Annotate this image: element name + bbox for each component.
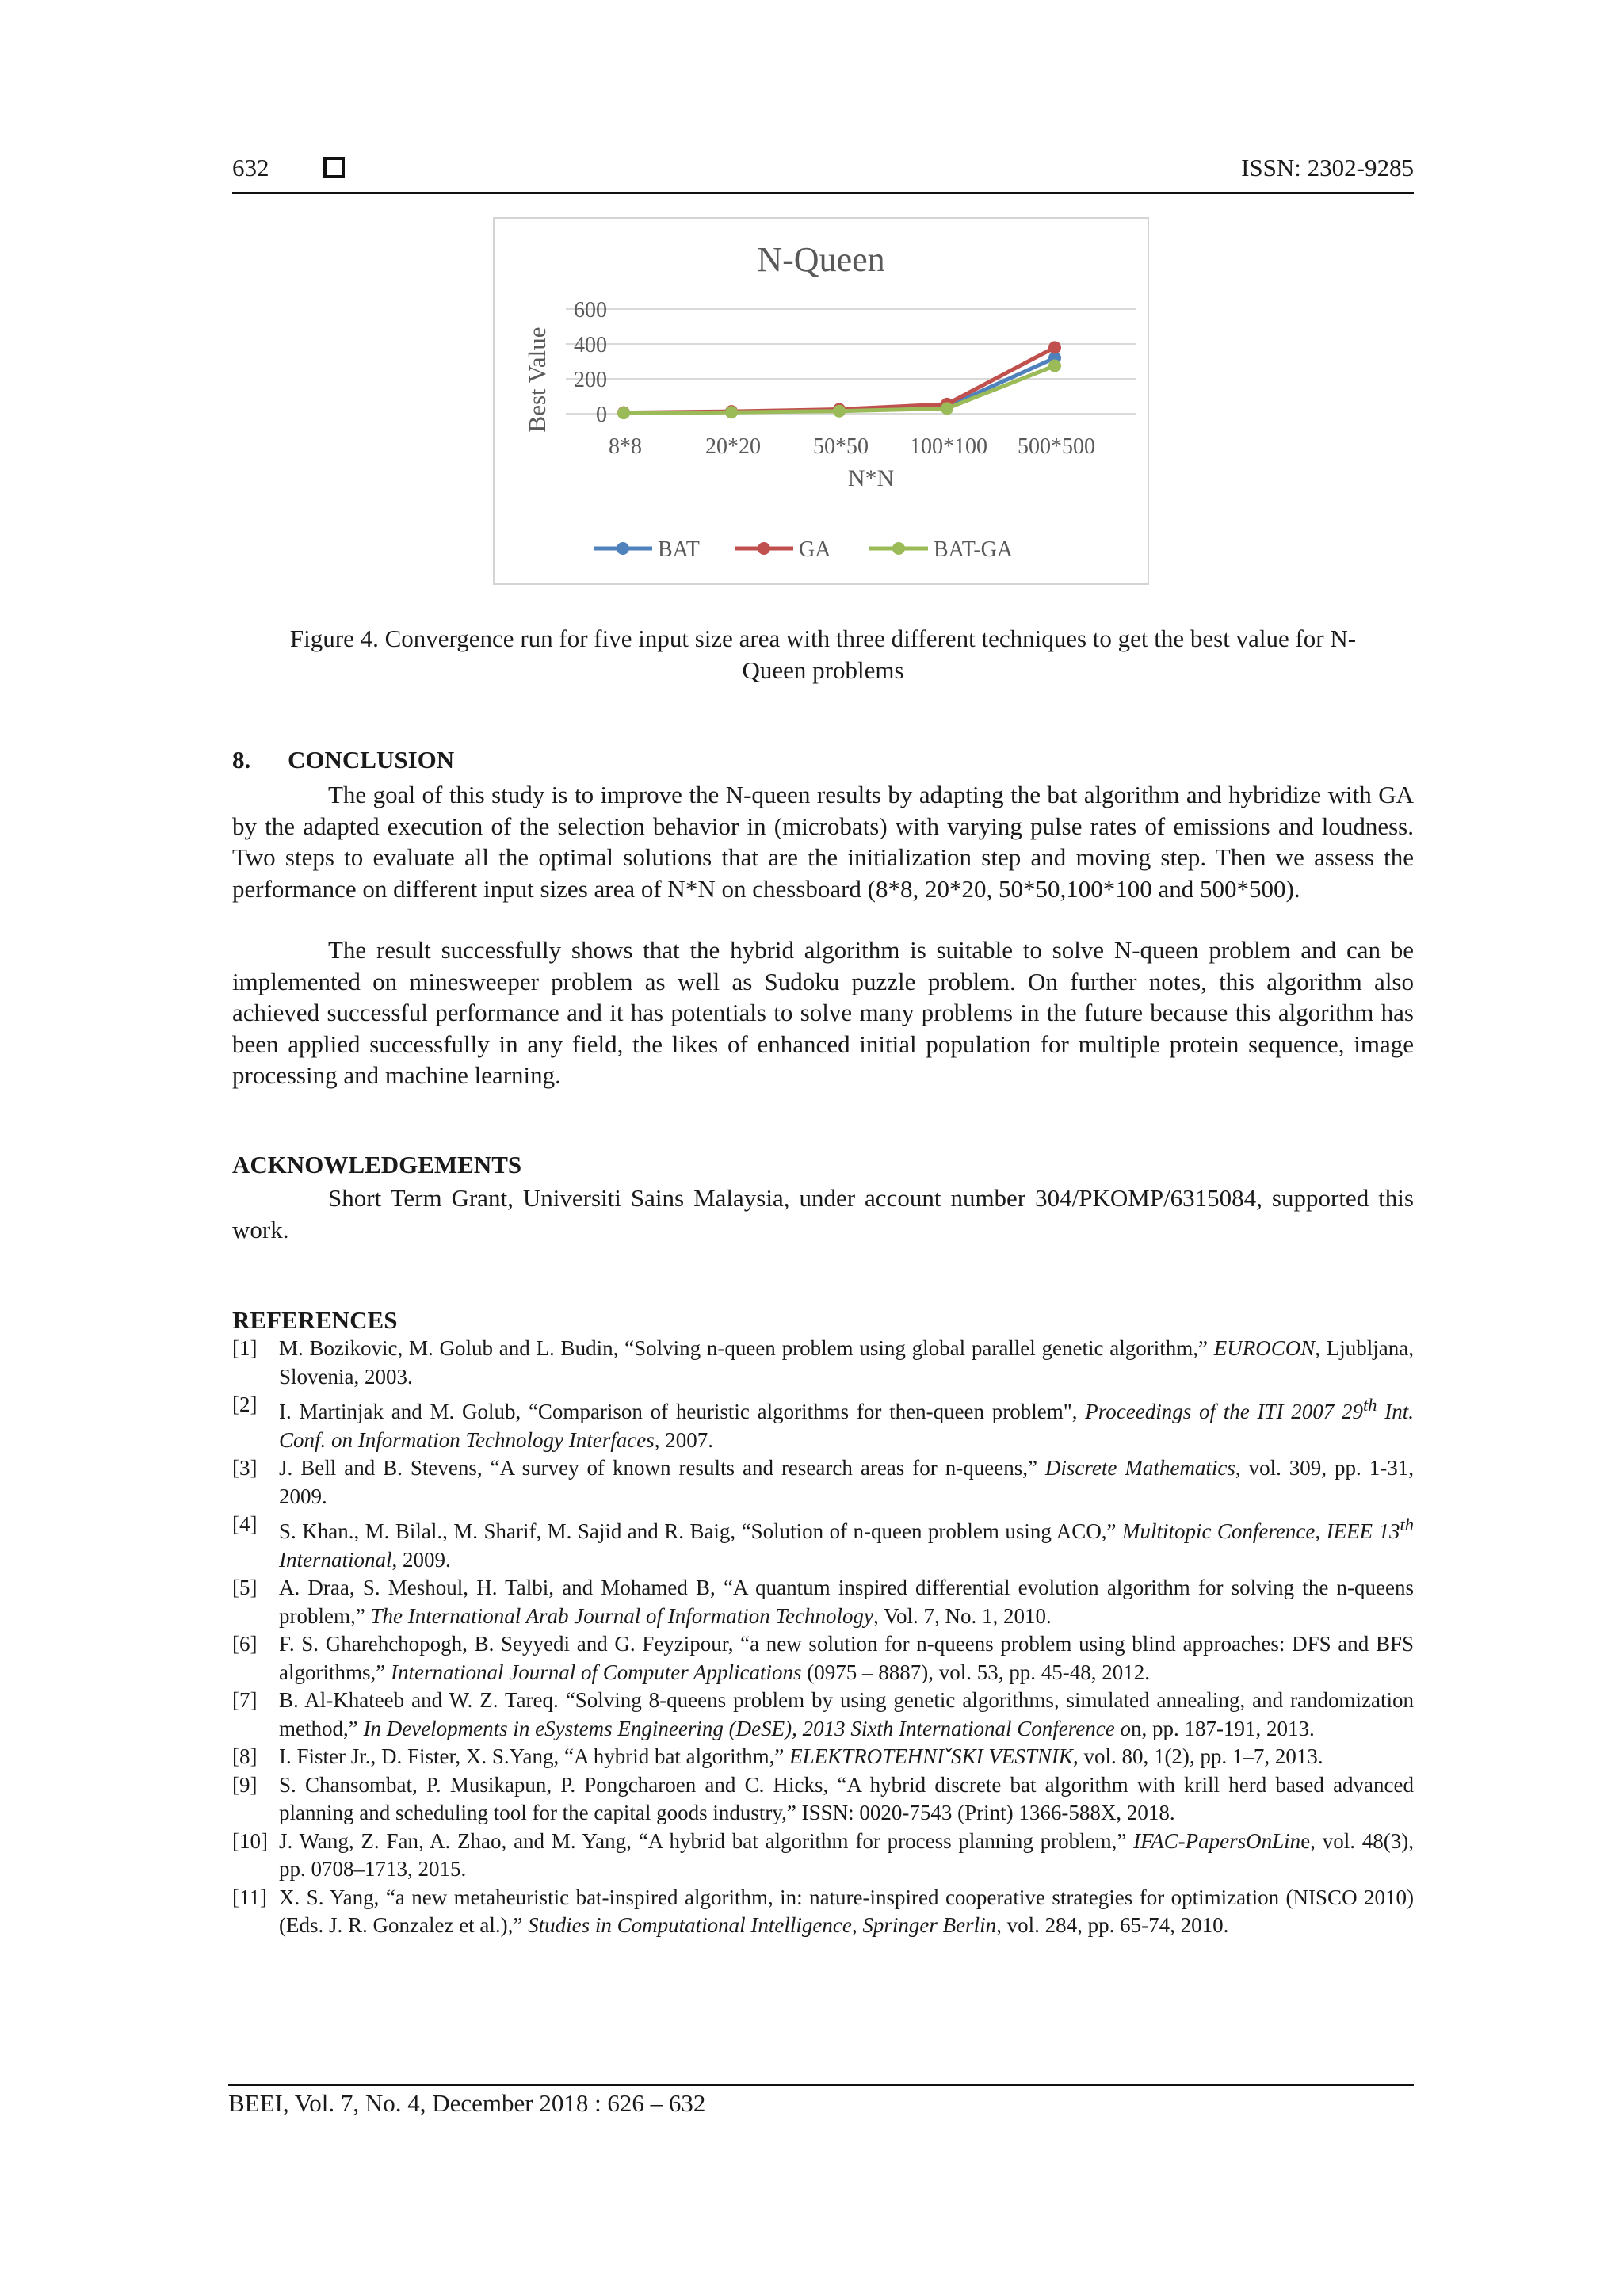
reference-details: , 2007.: [654, 1427, 713, 1452]
reference-venue: EUROCON: [1213, 1336, 1316, 1360]
data-point-bat-ga: [725, 406, 738, 418]
reference-item: [232, 1771, 1414, 1828]
reference-venue: Proceedings of the ITI 2007 29: [1085, 1400, 1363, 1423]
reference-superscript: th: [1362, 1395, 1377, 1415]
reference-number: [7]: [232, 1688, 258, 1712]
reference-number: [6]: [232, 1632, 258, 1656]
data-point-bat-ga: [941, 402, 953, 415]
caption-line-2: Queen problems: [742, 656, 904, 684]
reference-authors-title: X. S. Yang, “a new metaheuristic bat-inspired algorithm, in: nature-inspired cooperative strategies for optimization (NISCO 2010) (Eds. J. R. Gonzalez et al.),”: [279, 1885, 1414, 1937]
reference-authors-title: I. Martinjak and M. Golub, “Comparison of heuristic algorithms for then-queen problem",: [279, 1400, 1086, 1423]
section-number: 8.: [232, 746, 251, 774]
reference-authors-title: J. Bell and B. Stevens, “A survey of known results and research areas for n-queens,”: [279, 1456, 1045, 1480]
reference-details: e, vol. 48(3), pp. 0708–1713, 2015.: [279, 1828, 1414, 1881]
reference-item: [232, 1630, 1414, 1687]
data-point-ga: [1048, 341, 1061, 353]
reference-details: , Ljubljana, Slovenia, 2003.: [279, 1336, 1414, 1389]
footer-citation: BEEI, Vol. 7, No. 4, December 2018 : 626 – 632: [228, 2089, 706, 2117]
reference-item: [232, 1687, 1414, 1743]
y-tick-label: 400: [574, 333, 607, 357]
reference-item: [232, 1574, 1414, 1630]
reference-text: [279, 1454, 1414, 1511]
reference-text: [279, 1630, 1414, 1687]
reference-text: [279, 1771, 1414, 1828]
x-tick-label: 8*8: [609, 434, 642, 459]
reference-authors-title: I. Fister Jr., D. Fister, X. S.Yang, “A hybrid bat algorithm,”: [279, 1744, 790, 1768]
x-tick-label: 100*100: [910, 434, 987, 459]
legend-marker: [617, 542, 629, 555]
reference-venue: In Developments in eSystems Engineering (DeSE), 2013 Sixth International Conference o: [363, 1716, 1131, 1740]
reference-number: [4]: [232, 1512, 258, 1536]
reference-text: [279, 1335, 1414, 1391]
x-tick-label: 500*500: [1018, 434, 1095, 459]
references-heading: REFERENCES: [232, 1306, 398, 1334]
conclusion-paragraph-1: [232, 779, 1414, 904]
reference-authors-title: A. Draa, S. Meshoul, H. Talbi, and Mohamed B, “A quantum inspired differential evolution algorithm for solving the n-queens problem,”: [279, 1576, 1414, 1628]
reference-item: [232, 1335, 1414, 1391]
reference-number: [3]: [232, 1456, 258, 1480]
reference-item: [232, 1828, 1414, 1884]
reference-venue-cont: Int. Conf. on Information Technology Interfaces: [279, 1400, 1414, 1452]
legend-marker: [892, 542, 905, 555]
reference-venue: Multitopic Conference, IEEE 13: [1122, 1519, 1400, 1543]
reference-number: [11]: [232, 1885, 267, 1909]
reference-venue: Studies in Computational Intelligence, Springer Berlin: [528, 1913, 997, 1937]
footer-rule: [228, 2084, 1414, 2086]
reference-authors-title: S. Khan., M. Bilal., M. Sharif, M. Sajid and R. Baig, “Solution of n-queen problem using ACO,”: [279, 1519, 1122, 1543]
reference-item: [232, 1391, 1414, 1454]
page-number: 632: [232, 154, 269, 181]
header-box-icon: [323, 157, 345, 178]
reference-text: [279, 1574, 1414, 1630]
reference-text: [279, 1884, 1414, 1940]
header-rule: [232, 192, 1414, 194]
x-tick-label: 20*20: [705, 434, 761, 459]
reference-item: [232, 1884, 1414, 1940]
reference-number: [10]: [232, 1828, 268, 1853]
y-tick-label: 600: [574, 298, 607, 323]
reference-item: [232, 1511, 1414, 1574]
paragraph-text: Short Term Grant, Universiti Sains Malaysia, under account number 304/PKOMP/6315084, supported this work.: [232, 1184, 1414, 1244]
x-tick-label: 50*50: [813, 434, 869, 459]
y-tick-label: 0: [596, 403, 607, 427]
reference-venue: Discrete Mathematics: [1044, 1456, 1235, 1480]
reference-text: [279, 1391, 1414, 1454]
reference-text: [279, 1687, 1414, 1743]
reference-details: , 2009.: [391, 1547, 451, 1572]
legend-marker: [758, 542, 770, 555]
reference-venue: The International Arab Journal of Information Technology: [370, 1603, 873, 1628]
reference-number: [2]: [232, 1392, 258, 1416]
reference-text: [279, 1743, 1414, 1771]
reference-details: , Vol. 7, No. 1, 2010.: [873, 1603, 1052, 1628]
reference-text: [279, 1828, 1414, 1884]
reference-superscript: th: [1400, 1515, 1415, 1534]
chart-y-label: Best Value: [523, 327, 551, 433]
chart-title: N-Queen: [757, 240, 885, 279]
reference-authors-title: J. Wang, Z. Fan, A. Zhao, and M. Yang, “A hybrid bat algorithm for process planning problem,”: [279, 1828, 1134, 1853]
reference-venue: IFAC-PapersOnLin: [1133, 1828, 1301, 1853]
data-point-bat-ga: [1048, 360, 1061, 372]
reference-authors-title: S. Chansombat, P. Musikapun, P. Pongcharoen and C. Hicks, “A hybrid discrete bat algorithm with krill herd based advanced planning and scheduling tool for the capital goods industry,” ISSN: 0020-7543 (Print) 1366-588X, 2018.: [279, 1772, 1414, 1824]
caption-line-1: Figure 4. Convergence run for five input size area with three different techniques to get the best value for N-: [289, 625, 1357, 652]
reference-list: [232, 1335, 1414, 1940]
data-point-bat-ga: [833, 405, 846, 418]
reference-authors-title: M. Bozikovic, M. Golub and L. Budin, “Solving n-queen problem using global parallel genetic algorithm,”: [279, 1336, 1214, 1360]
paragraph-text: The result successfully shows that the hybrid algorithm is suitable to solve N-queen problem and can be implemented on minesweeper problem as well as Sudoku puzzle problem. On further notes, this algorithm also achieved successful performance and it has potentials to solve many problems in the future because this algorithm has been applied successfully in any field, the likes of enhanced initial population for multiple protein sequence, image processing and machine learning.: [232, 936, 1414, 1089]
figure-chart: [493, 217, 1149, 585]
reference-details: (0975 – 8887), vol. 53, pp. 45-48, 2012.: [801, 1660, 1150, 1684]
reference-venue-cont: International: [279, 1547, 392, 1572]
paragraph-text: The goal of this study is to improve the N-queen results by adapting the bat algorithm and hybridize with GA by the adapted execution of the selection behavior in (microbats) with varying pulse rates of emissions and loudness. Two steps to evaluate all the optimal solutions that are the initialization step and moving step. Then we assess the performance on different input sizes area of N*N on chessboard (8*8, 20*20, 50*50,100*100 and 500*500).: [232, 781, 1414, 903]
reference-authors-title: B. Al-Khateeb and W. Z. Tareq. “Solving 8-queens problem by using genetic algorithms, simulated annealing, and randomization method,”: [279, 1688, 1414, 1740]
data-point-bat-ga: [617, 407, 630, 419]
reference-text: [279, 1511, 1414, 1574]
acknowledgements-paragraph: [232, 1182, 1414, 1245]
reference-item: [232, 1743, 1414, 1771]
reference-number: [1]: [232, 1336, 258, 1360]
series-line-ga: [624, 347, 1055, 412]
reference-number: [8]: [232, 1744, 258, 1768]
reference-number: [9]: [232, 1772, 258, 1797]
issn: ISSN: 2302-9285: [1241, 154, 1414, 181]
chart-svg: [495, 219, 1151, 586]
reference-venue: International Journal of Computer Applications: [390, 1660, 802, 1684]
reference-authors-title: F. S. Gharehchopogh, B. Seyyedi and G. Feyzipour, “a new solution for n-queens problem using blind approaches: DFS and BFS algorithms,”: [279, 1632, 1414, 1684]
reference-item: [232, 1454, 1414, 1511]
acknowledgements-heading: ACKNOWLEDGEMENTS: [232, 1151, 522, 1179]
reference-number: [5]: [232, 1576, 258, 1599]
reference-details: n, pp. 187-191, 2013.: [1131, 1716, 1315, 1740]
legend-label: BAT: [658, 537, 700, 562]
y-tick-label: 200: [574, 368, 607, 392]
legend-label: BAT-GA: [934, 537, 1014, 562]
figure-caption: [232, 623, 1414, 686]
reference-details: , vol. 80, 1(2), pp. 1–7, 2013.: [1072, 1744, 1323, 1768]
reference-details: , vol. 284, pp. 65-74, 2010.: [996, 1913, 1229, 1937]
legend-label: GA: [799, 537, 831, 562]
conclusion-heading: [232, 746, 454, 774]
conclusion-paragraph-2: [232, 934, 1414, 1091]
reference-venue: ELEKTROTEHNIˇSKI VESTNIK: [789, 1744, 1073, 1768]
section-title: CONCLUSION: [288, 746, 455, 774]
chart-x-label: N*N: [847, 465, 895, 491]
reference-details: , vol. 309, pp. 1-31, 2009.: [279, 1456, 1414, 1508]
